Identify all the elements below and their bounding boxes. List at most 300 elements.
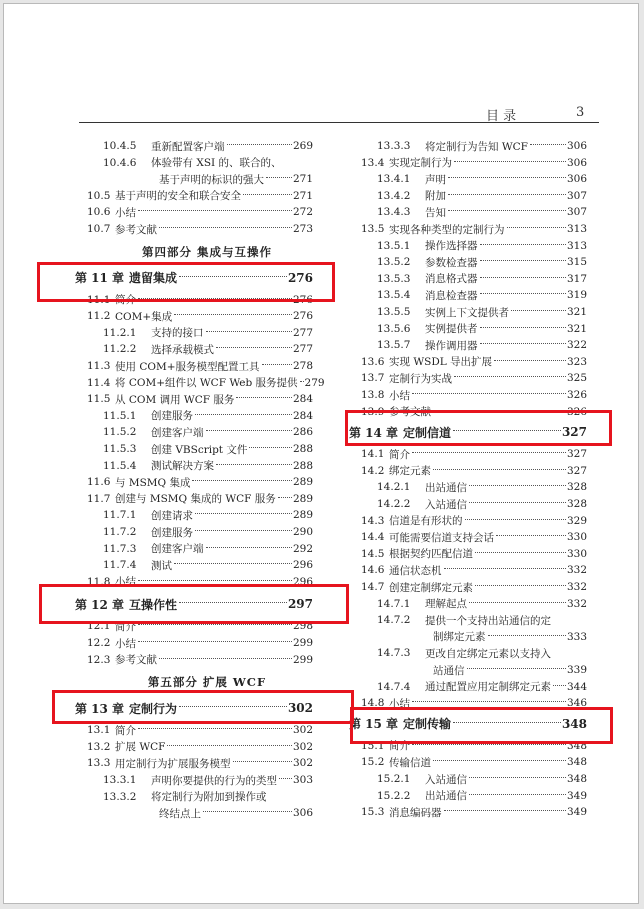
toc-number: 13.5.5 [377,306,411,318]
toc-title: 创建客户端 [151,543,204,556]
leader-dots [467,668,566,669]
toc-page-number: 317 [566,272,587,285]
toc-entry[interactable] [87,221,313,237]
toc-title: 消息检查器 [425,289,478,302]
toc-title: 站通信 [433,664,465,677]
toc-number: 12.2 [87,637,111,649]
toc-page-number: 289 [292,492,313,505]
toc-title: 选择承载模式 [151,343,214,356]
toc-entry[interactable] [87,375,325,391]
toc-page-number: 307 [566,189,587,202]
toc-entry[interactable] [361,354,587,370]
toc-entry[interactable] [377,171,587,187]
toc-title: 创建客户端 [151,426,204,439]
toc-number: 11.3 [87,360,111,372]
toc-entry[interactable] [87,474,313,490]
toc-title: 传输信道 [389,756,431,769]
toc-entry[interactable] [377,271,587,287]
toc-page-number: 303 [292,774,313,786]
book-page [3,3,639,904]
toc-page-number: 302 [292,757,313,770]
toc-page-number: 321 [566,322,587,335]
toc-page-number: 344 [566,680,587,693]
toc-entry[interactable] [377,596,587,612]
toc-page-number: 332 [566,564,587,577]
toc-title: 将定制行为告知 WCF [425,140,528,153]
toc-page-number: 289 [292,476,313,489]
toc-page-number: 328 [566,481,587,494]
leader-dots [475,585,566,586]
leader-dots [412,452,566,453]
toc-number: 13.2 [87,740,111,753]
toc-title: 操作调用器 [425,339,478,352]
toc-number: 13.4 [361,156,385,169]
toc-entry[interactable] [103,325,313,341]
toc-number: 11.6 [87,476,111,489]
toc-page-number: 323 [566,355,587,368]
toc-page-number: 306 [292,807,313,820]
toc-page-number: 330 [566,531,587,544]
toc-entry[interactable] [361,579,587,595]
toc-entry[interactable] [103,424,313,440]
toc-number: 11.2.1 [103,326,137,339]
toc-number: 13.4.1 [377,173,411,186]
toc-title: 简介 [115,620,136,633]
toc-number: 11.2 [87,310,111,323]
toc-title: 实现 WSDL 导出扩展 [389,356,493,369]
leader-dots [469,777,566,778]
toc-title: 小结 [389,697,410,710]
toc-number: 第 12 章 [75,597,125,612]
toc-entry[interactable] [377,645,587,661]
toc-title: 入站通信 [425,773,467,786]
toc-entry[interactable] [429,662,587,678]
leader-dots [480,244,566,245]
toc-entry[interactable] [103,458,313,474]
toc-entry[interactable] [377,254,587,270]
toc-entry[interactable] [103,155,313,171]
toc-title: 简介 [389,448,410,461]
toc-entry[interactable] [361,387,587,403]
toc-entry[interactable] [429,629,587,645]
toc-page-number: 286 [292,426,313,439]
toc-title: 小结 [115,206,136,219]
toc-title: 小结 [115,576,136,589]
toc-entry[interactable] [103,341,313,357]
toc-number: 14.6 [361,564,385,577]
toc-title: 绑定元素 [389,465,431,478]
toc-number: 13.7 [361,372,385,385]
toc-page-number: 276 [292,310,313,323]
toc-page-number: 332 [566,597,587,610]
toc-entry[interactable] [103,772,313,788]
toc-page-number: 273 [292,223,313,235]
toc-title: 实例提供者 [425,323,478,336]
toc-number: 第 15 章 [349,717,399,732]
toc-entry[interactable] [155,805,313,821]
toc-page-number: 292 [292,542,313,555]
toc-entry[interactable] [103,138,313,154]
toc-page-number: 290 [292,526,313,538]
toc-entry[interactable] [361,804,587,820]
toc-number: 13.3 [87,757,111,770]
toc-number: 13.3.2 [103,790,137,803]
leader-dots [480,260,566,261]
toc-number: 13.5 [361,223,385,235]
leader-dots [412,701,566,702]
toc-title: 将 COM+组件以 WCF Web 服务提供 [115,377,298,390]
toc-entry[interactable] [377,188,587,204]
toc-title: 消息格式器 [425,273,478,286]
toc-title: 声明 [425,173,446,186]
leader-dots [195,513,292,514]
leader-dots [488,635,566,636]
toc-title: 参考文献 [389,406,431,419]
leader-dots [469,794,566,795]
toc-page-number: 348 [561,716,587,731]
leader-dots [469,602,566,603]
toc-number: 13.5.1 [377,239,411,252]
toc-entry[interactable] [361,463,587,479]
toc-number: 14.1 [361,448,385,461]
toc-number: 14.7.4 [377,680,411,693]
toc-page-number: 319 [566,289,587,302]
toc-entry[interactable] [103,507,313,523]
toc-entry[interactable] [377,304,587,320]
toc-number: 第 14 章 [349,425,399,440]
toc-entry[interactable] [361,155,587,171]
toc-title: 参数检查器 [425,256,478,269]
toc-number: 11.7.2 [103,526,137,538]
toc-number: 10.4.5 [103,140,137,152]
toc-number: 12.1 [87,620,111,633]
toc-page-number: 326 [566,389,587,401]
leader-dots [262,364,292,365]
toc-number: 14.3 [361,514,385,527]
toc-title: 小结 [389,389,410,402]
leader-dots [496,535,566,536]
toc-title: 出站通信 [425,790,467,803]
toc-page-number: 302 [292,724,313,737]
toc-title: 基于声明的标识的强大 [159,173,264,186]
toc-entry[interactable] [377,479,587,495]
toc-page-number: 307 [566,206,587,219]
toc-title: 声明你要提供的行为的类型 [151,774,277,787]
toc-number: 10.5 [87,189,111,202]
toc-entry[interactable] [103,557,313,573]
toc-entry[interactable] [87,308,313,324]
toc-entry[interactable] [377,612,587,628]
toc-title: 提供一个支持出站通信的定 [425,614,551,627]
toc-number: 11.5.4 [103,459,137,472]
toc-title: 定制行为实战 [389,372,452,385]
toc-page-number: 296 [292,559,313,572]
toc-title: 创建与 MSMQ 集成的 WCF 服务 [115,493,276,506]
toc-number: 11.2.2 [103,343,137,356]
toc-page-number: 276 [287,270,313,285]
toc-title: 扩展 WCF [115,741,166,754]
toc-entry[interactable] [377,788,587,804]
toc-entry[interactable] [361,513,587,529]
toc-number: 15.2.2 [377,789,411,802]
toc-page-number: 306 [566,156,587,169]
toc-number: 14.2.2 [377,498,411,510]
toc-page-number: 328 [566,498,587,510]
toc-page-number: 269 [292,140,313,152]
toc-title: 互操作性 [129,597,178,612]
leader-dots [448,194,566,195]
leader-dots [159,658,292,659]
toc-number: 14.5 [361,547,385,560]
toc-entry[interactable] [87,635,313,651]
toc-number: 13.5.3 [377,272,411,285]
toc-number: 13.5.6 [377,322,411,335]
leader-dots [454,161,566,162]
toc-page-number: 325 [566,372,587,385]
toc-number: 14.7.3 [377,647,411,660]
toc-title: 小结 [115,637,136,650]
leader-dots [138,728,292,729]
toc-entry[interactable] [103,441,313,457]
toc-page-number: 299 [292,653,313,666]
highlight-box-chapter-15 [350,707,613,744]
toc-title: 用定制行为扩展服务模型 [115,757,231,770]
toc-page-number: 302 [287,701,313,716]
toc-title: 基于声明的安全和联合安全 [115,190,241,203]
toc-entry[interactable] [377,287,587,303]
leader-dots [469,485,566,486]
toc-number: 11.4 [87,376,111,389]
toc-page-number: 327 [566,464,587,477]
leader-dots [159,227,292,228]
toc-number: 11.7 [87,492,111,505]
toc-page-number: 271 [292,189,313,202]
toc-entry[interactable] [361,221,587,237]
toc-number: 14.2 [361,464,385,477]
leader-dots [300,381,304,382]
leader-dots [279,778,292,779]
toc-page-number: 329 [566,514,587,527]
leader-dots [469,502,566,503]
header-rule [79,122,599,123]
toc-number: 13.5.7 [377,339,411,352]
toc-entry[interactable] [87,722,313,738]
toc-page-number: 289 [292,509,313,522]
toc-page-number: 277 [292,326,313,339]
toc-entry[interactable] [377,204,587,220]
leader-dots [138,641,292,642]
toc-entry[interactable] [361,370,587,386]
toc-number: 13.1 [87,724,111,737]
toc-number: 13.4.3 [377,206,411,219]
leader-dots [216,347,292,348]
leader-dots [278,497,292,498]
toc-entry[interactable] [377,496,587,512]
leader-dots [167,745,292,746]
toc-page-number: 298 [292,620,313,633]
toc-entry[interactable] [361,754,587,770]
toc-title: 告知 [425,206,446,219]
header-title: 目 录 [486,109,517,124]
toc-page-number: 327 [561,425,587,440]
toc-number: 14.7.1 [377,597,411,610]
toc-entry[interactable] [87,358,313,374]
toc-title: 创建服务 [151,526,193,539]
toc-page-number: 299 [292,637,313,649]
leader-dots [195,530,292,531]
toc-number: 13.9 [361,405,385,418]
toc-entry[interactable] [103,408,313,424]
toc-entry[interactable] [361,446,587,462]
toc-page-number: 348 [566,739,587,752]
toc-number: 11.7.3 [103,542,137,555]
toc-title: 从 COM 调用 WCF 服务 [115,393,235,406]
toc-number: 13.5.2 [377,256,411,269]
leader-dots [475,552,566,553]
toc-page-number: 346 [566,697,587,710]
leader-dots [448,177,566,178]
toc-page-number: 271 [292,173,313,186]
toc-page-number: 315 [566,256,587,269]
leader-dots [433,469,566,470]
toc-number: 15.3 [361,806,385,819]
leader-dots [138,580,292,581]
toc-page-number: 348 [566,773,587,785]
toc-number: 14.4 [361,531,385,544]
toc-title: 附加 [425,190,446,203]
toc-number: 12.3 [87,653,111,666]
toc-title: 操作选择器 [425,240,478,253]
leader-dots [216,464,292,465]
leader-dots [480,293,566,294]
toc-title: 测试解决方案 [151,460,214,473]
leader-dots [206,331,292,332]
highlight-box-chapter-14 [345,410,612,446]
toc-title: 将定制行为附加到操作或 [151,791,267,804]
toc-entry[interactable] [87,391,313,407]
toc-entry[interactable] [377,771,587,787]
toc-title: 体验带有 XSI 的、联合的、 [151,157,282,170]
toc-title: 消息编码器 [389,806,442,819]
toc-title: 重新配置客户端 [151,140,225,153]
toc-page-number: 278 [292,360,313,372]
leader-dots [444,568,566,569]
toc-title: 通信状态机 [389,564,442,577]
toc-entry[interactable] [87,188,313,204]
toc-number: 11.5 [87,393,111,406]
leader-dots [433,760,566,761]
toc-entry[interactable] [103,541,313,557]
leader-dots [192,480,291,481]
leader-dots [249,447,292,448]
toc-page-number: 321 [566,306,587,318]
toc-page-number: 348 [566,756,587,769]
toc-title: 终结点上 [159,807,201,820]
toc-page-number: 302 [292,740,313,753]
toc-entry[interactable] [87,491,313,507]
toc-title: 遗留集成 [129,271,178,286]
toc-title: 制绑定元素 [433,631,486,644]
toc-title: 参考文献 [115,223,157,236]
toc-title: 实现定制行为 [389,157,452,170]
toc-title: 实例上下文提供者 [425,306,509,319]
toc-entry[interactable] [361,562,587,578]
toc-page-number: 277 [292,343,313,356]
highlight-box-chapter-12 [39,584,349,624]
toc-number: 15.1 [361,739,385,752]
leader-dots [494,360,566,361]
toc-number: 11.7.4 [103,559,137,572]
toc-number: 11.5.1 [103,409,137,422]
toc-number: 14.2.1 [377,481,411,494]
toc-entry[interactable] [377,138,587,154]
toc-number: 13.3.1 [103,774,137,786]
leader-dots [266,177,292,178]
toc-entry[interactable] [377,337,587,353]
toc-entry[interactable] [155,171,313,187]
toc-title: 通过配置应用定制绑定元素 [425,681,551,694]
toc-number: 10.7 [87,223,111,235]
toc-entry[interactable] [377,321,587,337]
toc-page-number: 296 [292,575,313,588]
toc-entry[interactable] [103,789,313,805]
toc-title: 创建请求 [151,509,193,522]
toc-title: 使用 COM+服务模型配置工具 [115,360,260,373]
toc-page-number: 276 [292,293,313,306]
leader-dots [174,314,292,315]
part-heading: 第五部分 扩展 WCF [147,675,267,690]
toc-number: 第 11 章 [75,271,125,286]
toc-title: 定制传输 [403,717,452,732]
toc-page-number: 349 [566,806,587,819]
toc-page-number: 313 [566,223,587,235]
leader-dots [454,376,566,377]
toc-entry[interactable] [103,524,313,540]
part-heading: 第四部分 集成与互操作 [141,244,272,259]
toc-entry[interactable] [87,204,313,220]
toc-number: 11.5.3 [103,443,137,455]
toc-entry[interactable] [361,529,587,545]
toc-entry[interactable] [361,546,587,562]
toc-number: 13.6 [361,355,385,368]
toc-entry[interactable] [87,755,313,771]
leader-dots [530,144,566,145]
leader-dots [553,685,566,686]
toc-number: 11.1 [87,293,111,306]
toc-page-number: 333 [566,630,587,643]
toc-page-number: 279 [304,376,325,389]
toc-page-number: 313 [566,239,587,252]
toc-number: 14.7 [361,581,385,593]
toc-entry[interactable] [87,739,313,755]
toc-title: 实现各种类型的定制行为 [389,223,505,236]
leader-dots [138,624,292,625]
toc-title: 简介 [115,294,136,307]
toc-title: 更改自定绑定元素以支持入 [425,647,551,660]
toc-entry[interactable] [87,652,313,668]
toc-title: COM+集成 [115,310,173,323]
leader-dots [233,761,292,762]
toc-page-number: 288 [292,443,313,455]
toc-number: 14.8 [361,697,385,710]
toc-title: 可能需要信道支持会话 [389,531,494,544]
toc-title: 理解起点 [425,598,467,611]
toc-number: 15.2.1 [377,773,411,785]
toc-page-number: 327 [566,448,587,461]
toc-entry[interactable] [377,238,587,254]
toc-entry[interactable] [377,679,587,695]
highlight-box-chapter-11 [37,262,335,302]
